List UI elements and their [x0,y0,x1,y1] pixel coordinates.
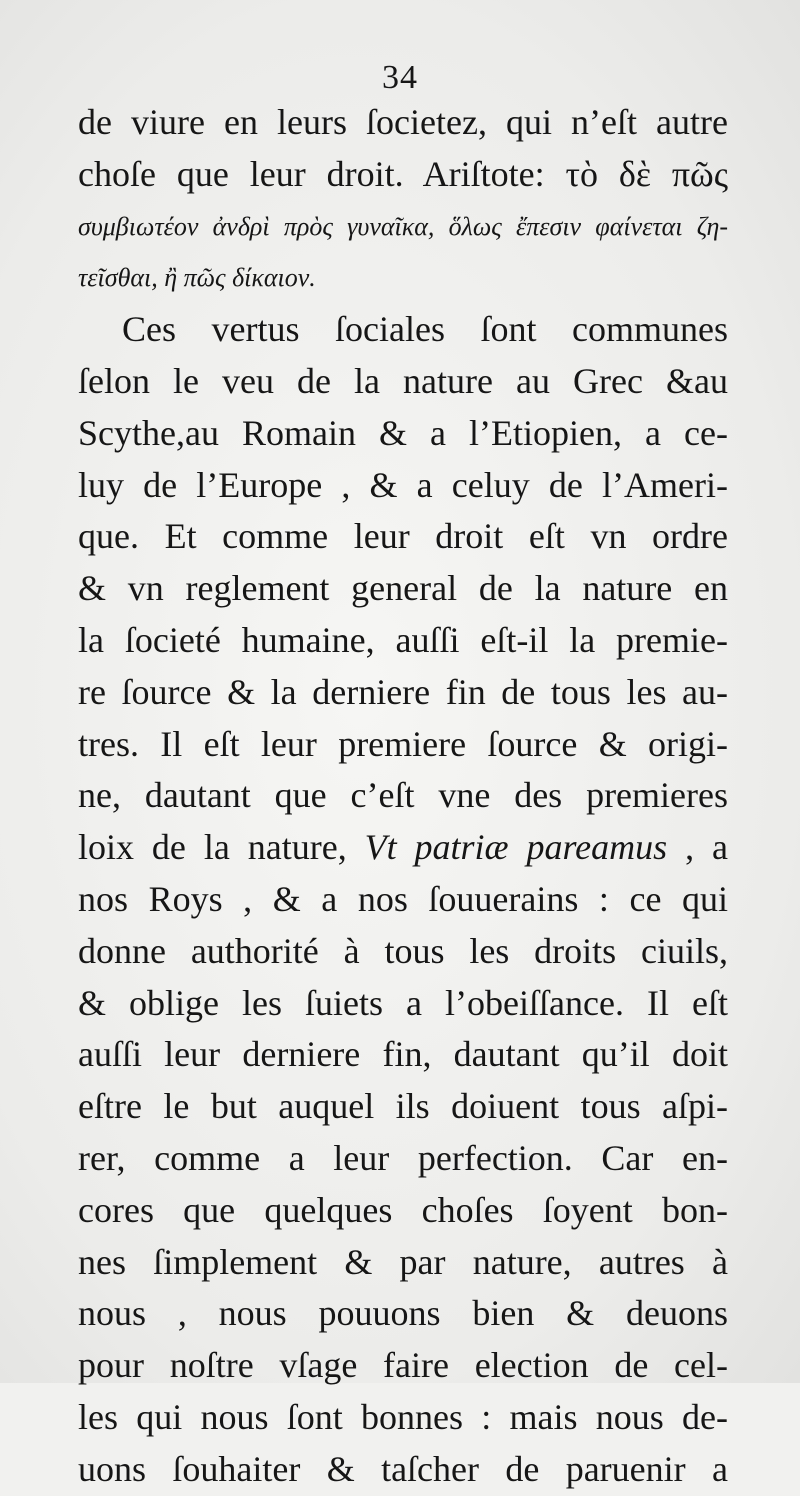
text-line: luy de l’Europe , & a celuy de l’Ameri- [78,464,728,505]
text-line: de viure en leurs ſocietez, qui n’eſt autre [78,102,728,142]
text-line: choſe que leur droit. Ariſtote: τὸ δὲ πῶς [78,153,728,194]
text-line: ſelon le veu de la nature au Grec &au [78,360,728,401]
text-line: tres. Il eſt leur premiere ſource & origi- [78,723,728,764]
text-line: uons ſouhaiter & taſcher de paruenir a [78,1448,728,1489]
text-line: & oblige les ſuiets a l’obeiſſance. Il eſt [78,982,728,1023]
text-line-with-latin-quotation [78,822,728,874]
text-line: la ſocieté humaine, auſſi eſt-il la premie- [78,619,728,660]
body-text [78,97,728,1496]
text-line: cores que quelques choſes ſoyent bon- [78,1189,728,1230]
greek-quotation-line: συμβιωτέον ἀνδρὶ πρὸς γυναῖκα, ὅλως ἔπεσιν φαίνεται ζη- [78,211,728,241]
text-line: que. Et comme leur droit eſt vn ordre [78,516,728,557]
page-number: 34 [382,59,418,96]
text-segment: , a [685,827,728,868]
greek-quotation-line: τεῖσθαι, ἢ πῶς δίκαιον. [78,263,316,293]
text-line: rer, comme a leur perfection. Car en- [78,1137,728,1178]
paragraph-first-line: Ces vertus ſociales ſont communes [122,309,728,350]
latin-quotation: Vt patriæ pareamus [364,827,668,868]
text-line: auſſi leur derniere fin, dautant qu’il doit [78,1034,728,1075]
text-line: les qui nous ſont bonnes : mais nous de- [78,1396,728,1437]
text-line: donne authorité à tous les droits ciuils, [78,930,728,971]
text-line: pour noſtre vſage faire election de cel- [78,1345,728,1386]
text-line: eſtre le but auquel ils doiuent tous aſpi- [78,1086,728,1127]
text-line: & vn reglement general de la nature en [78,568,728,609]
text-line: Scythe,au Romain & a l’Etiopien, a ce- [78,412,728,453]
text-line: re ſource & la derniere fin de tous les au- [78,671,728,712]
text-line: nous , nous pouuons bien & deuons [78,1293,728,1334]
text-line: ne, dautant que c’eſt vne des premieres [78,775,728,816]
text-segment: loix de la nature, [78,827,347,868]
text-line: nos Roys , & a nos ſouuerains : ce qui [78,878,728,919]
text-line: nes ſimplement & par nature, autres à [78,1241,728,1282]
